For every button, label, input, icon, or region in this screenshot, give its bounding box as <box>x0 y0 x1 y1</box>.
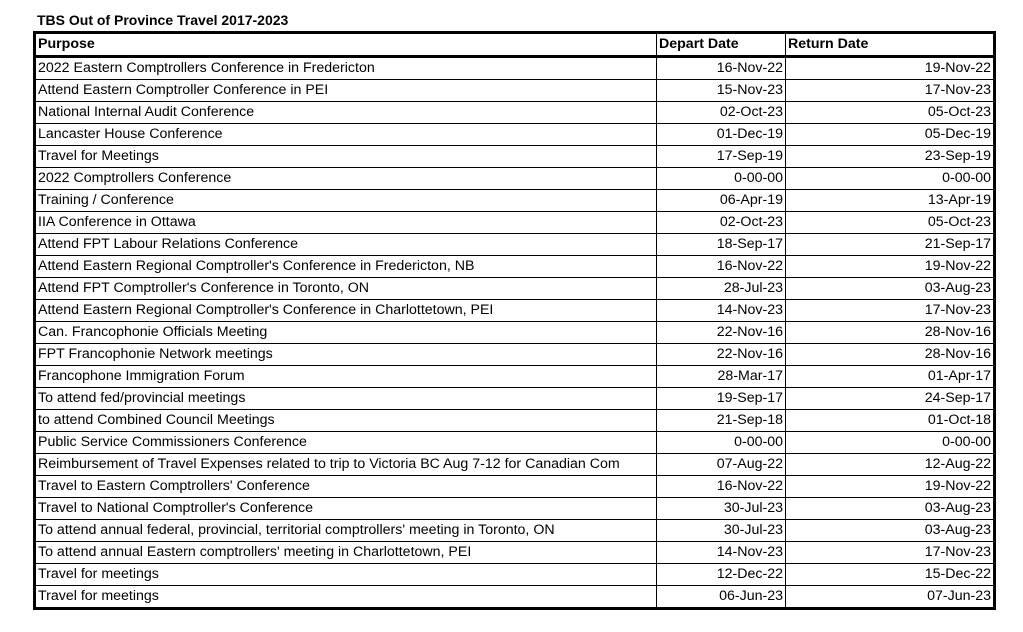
depart-date-cell[interactable]: 30-Jul-23 <box>657 498 786 520</box>
return-date-cell[interactable]: 17-Nov-23 <box>786 80 995 102</box>
purpose-cell[interactable]: Travel for meetings <box>35 564 657 586</box>
table-body <box>35 57 995 609</box>
purpose-cell[interactable]: Attend FPT Labour Relations Conference <box>35 234 657 256</box>
return-date-cell[interactable]: 28-Nov-16 <box>786 344 995 366</box>
table-row <box>35 586 995 609</box>
purpose-cell[interactable]: Travel to National Comptroller's Conference <box>35 498 657 520</box>
table-row <box>35 300 995 322</box>
purpose-cell[interactable]: Training / Conference <box>35 190 657 212</box>
table-row <box>35 476 995 498</box>
table-row <box>35 454 995 476</box>
table-row <box>35 322 995 344</box>
table-row <box>35 234 995 256</box>
depart-date-cell[interactable]: 06-Jun-23 <box>657 586 786 609</box>
return-date-cell[interactable]: 15-Dec-22 <box>786 564 995 586</box>
return-date-cell[interactable]: 03-Aug-23 <box>786 498 995 520</box>
table-row <box>35 432 995 454</box>
return-date-cell[interactable]: 17-Nov-23 <box>786 300 995 322</box>
purpose-cell[interactable]: Reimbursement of Travel Expenses related to trip to Victoria BC Aug 7-12 for Canadian Com <box>35 454 657 476</box>
return-date-cell[interactable]: 19-Nov-22 <box>786 256 995 278</box>
sheet-title: TBS Out of Province Travel 2017-2023 <box>37 12 289 28</box>
return-date-cell[interactable]: 13-Apr-19 <box>786 190 995 212</box>
purpose-cell[interactable]: Public Service Commissioners Conference <box>35 432 657 454</box>
table-row <box>35 212 995 234</box>
purpose-cell[interactable]: IIA Conference in Ottawa <box>35 212 657 234</box>
table-row <box>35 124 995 146</box>
depart-date-cell[interactable]: 01-Dec-19 <box>657 124 786 146</box>
purpose-cell[interactable]: Attend Eastern Comptroller Conference in PEI <box>35 80 657 102</box>
depart-date-cell[interactable]: 02-Oct-23 <box>657 212 786 234</box>
depart-date-cell[interactable]: 14-Nov-23 <box>657 300 786 322</box>
purpose-cell[interactable]: To attend fed/provincial meetings <box>35 388 657 410</box>
table-row <box>35 564 995 586</box>
purpose-cell[interactable]: Travel to Eastern Comptrollers' Conference <box>35 476 657 498</box>
return-date-cell[interactable]: 24-Sep-17 <box>786 388 995 410</box>
purpose-cell[interactable]: National Internal Audit Conference <box>35 102 657 124</box>
header-return-date[interactable]: Return Date <box>786 33 995 57</box>
table-row <box>35 102 995 124</box>
return-date-cell[interactable]: 17-Nov-23 <box>786 542 995 564</box>
table-row <box>35 388 995 410</box>
return-date-cell[interactable]: 28-Nov-16 <box>786 322 995 344</box>
return-date-cell[interactable]: 12-Aug-22 <box>786 454 995 476</box>
table-row <box>35 80 995 102</box>
header-purpose[interactable]: Purpose <box>35 33 657 57</box>
return-date-cell[interactable]: 23-Sep-19 <box>786 146 995 168</box>
table-row <box>35 366 995 388</box>
return-date-cell[interactable]: 19-Nov-22 <box>786 57 995 80</box>
purpose-cell[interactable]: To attend annual federal, provincial, territorial comptrollers' meeting in Toronto, ON <box>35 520 657 542</box>
travel-table <box>33 31 996 610</box>
purpose-cell[interactable]: Can. Francophonie Officials Meeting <box>35 322 657 344</box>
depart-date-cell[interactable]: 22-Nov-16 <box>657 344 786 366</box>
depart-date-cell[interactable]: 28-Mar-17 <box>657 366 786 388</box>
return-date-cell[interactable]: 0-00-00 <box>786 168 995 190</box>
depart-date-cell[interactable]: 02-Oct-23 <box>657 102 786 124</box>
depart-date-cell[interactable]: 07-Aug-22 <box>657 454 786 476</box>
table-row <box>35 256 995 278</box>
return-date-cell[interactable]: 01-Oct-18 <box>786 410 995 432</box>
return-date-cell[interactable]: 05-Dec-19 <box>786 124 995 146</box>
purpose-cell[interactable]: Travel for Meetings <box>35 146 657 168</box>
purpose-cell[interactable]: Francophone Immigration Forum <box>35 366 657 388</box>
return-date-cell[interactable]: 03-Aug-23 <box>786 520 995 542</box>
table-row <box>35 542 995 564</box>
depart-date-cell[interactable]: 12-Dec-22 <box>657 564 786 586</box>
purpose-cell[interactable]: To attend annual Eastern comptrollers' meeting in Charlottetown, PEI <box>35 542 657 564</box>
purpose-cell[interactable]: Attend Eastern Regional Comptroller's Conference in Charlottetown, PEI <box>35 300 657 322</box>
depart-date-cell[interactable]: 17-Sep-19 <box>657 146 786 168</box>
depart-date-cell[interactable]: 19-Sep-17 <box>657 388 786 410</box>
return-date-cell[interactable]: 01-Apr-17 <box>786 366 995 388</box>
table-row <box>35 498 995 520</box>
table-row <box>35 190 995 212</box>
purpose-cell[interactable]: 2022 Comptrollers Conference <box>35 168 657 190</box>
depart-date-cell[interactable]: 15-Nov-23 <box>657 80 786 102</box>
table-row <box>35 146 995 168</box>
depart-date-cell[interactable]: 16-Nov-22 <box>657 476 786 498</box>
depart-date-cell[interactable]: 28-Jul-23 <box>657 278 786 300</box>
return-date-cell[interactable]: 05-Oct-23 <box>786 102 995 124</box>
table-row <box>35 278 995 300</box>
depart-date-cell[interactable]: 14-Nov-23 <box>657 542 786 564</box>
header-row <box>35 33 995 57</box>
purpose-cell[interactable]: Lancaster House Conference <box>35 124 657 146</box>
purpose-cell[interactable]: FPT Francophonie Network meetings <box>35 344 657 366</box>
return-date-cell[interactable]: 07-Jun-23 <box>786 586 995 609</box>
purpose-cell[interactable]: Travel for meetings <box>35 586 657 609</box>
depart-date-cell[interactable]: 30-Jul-23 <box>657 520 786 542</box>
depart-date-cell[interactable]: 22-Nov-16 <box>657 322 786 344</box>
depart-date-cell[interactable]: 06-Apr-19 <box>657 190 786 212</box>
table-row <box>35 520 995 542</box>
return-date-cell[interactable]: 0-00-00 <box>786 432 995 454</box>
table-row <box>35 410 995 432</box>
return-date-cell[interactable]: 21-Sep-17 <box>786 234 995 256</box>
depart-date-cell[interactable]: 21-Sep-18 <box>657 410 786 432</box>
table-row <box>35 57 995 80</box>
depart-date-cell[interactable]: 0-00-00 <box>657 432 786 454</box>
depart-date-cell[interactable]: 16-Nov-22 <box>657 256 786 278</box>
purpose-cell[interactable]: 2022 Eastern Comptrollers Conference in Fredericton <box>35 57 657 80</box>
depart-date-cell[interactable]: 18-Sep-17 <box>657 234 786 256</box>
return-date-cell[interactable]: 05-Oct-23 <box>786 212 995 234</box>
header-depart-date[interactable]: Depart Date <box>657 33 786 57</box>
return-date-cell[interactable]: 19-Nov-22 <box>786 476 995 498</box>
depart-date-cell[interactable]: 0-00-00 <box>657 168 786 190</box>
depart-date-cell[interactable]: 16-Nov-22 <box>657 57 786 80</box>
table-row <box>35 168 995 190</box>
purpose-cell[interactable]: Attend Eastern Regional Comptroller's Conference in Fredericton, NB <box>35 256 657 278</box>
purpose-cell[interactable]: Attend FPT Comptroller's Conference in Toronto, ON <box>35 278 657 300</box>
table-row <box>35 344 995 366</box>
purpose-cell[interactable]: to attend Combined Council Meetings <box>35 410 657 432</box>
return-date-cell[interactable]: 03-Aug-23 <box>786 278 995 300</box>
